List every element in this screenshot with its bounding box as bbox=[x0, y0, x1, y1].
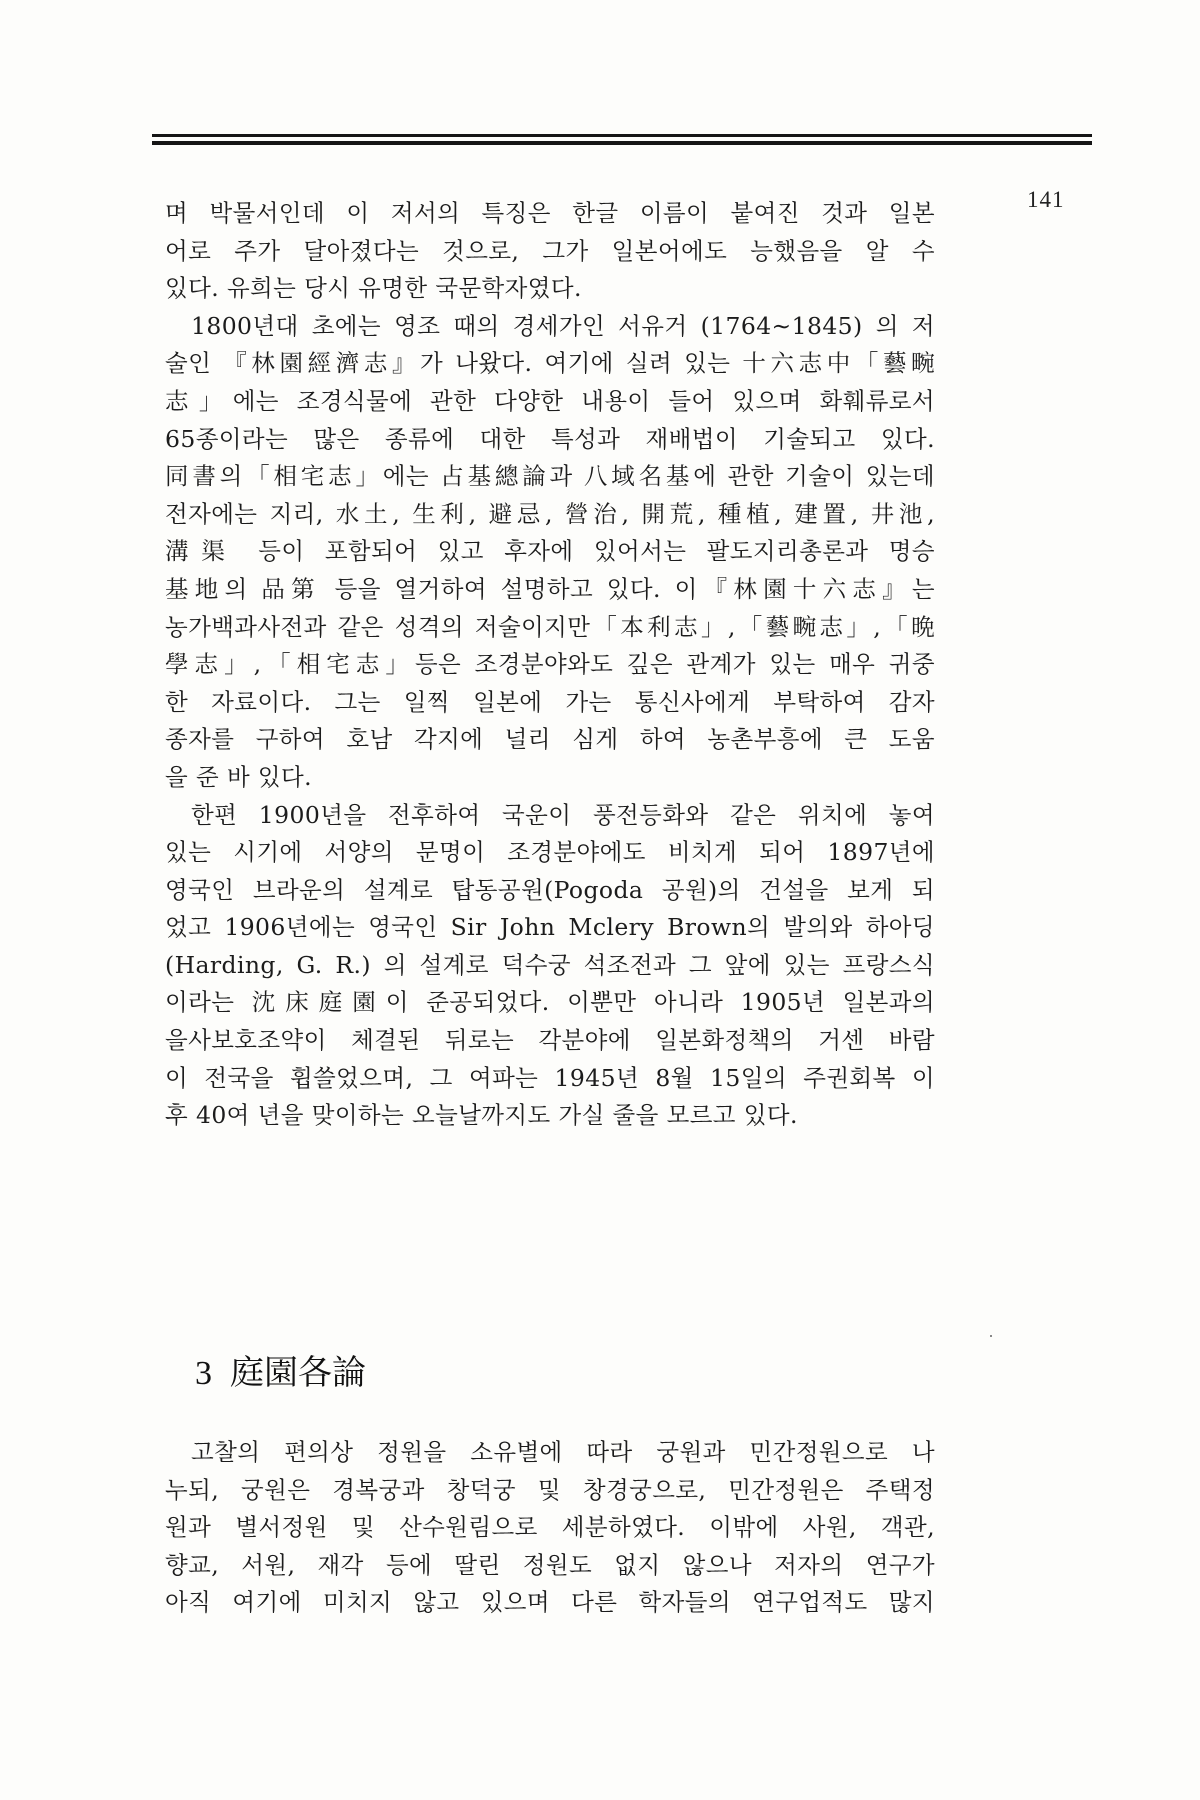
text-line: 學志」,「相宅志」등은 조경분야와도 깊은 관계가 있는 매우 귀중 bbox=[165, 650, 935, 679]
text-line: 이 전국을 휩쓸었으며, 그 여파는 1945년 8월 15일의 주권회복 이 bbox=[165, 1063, 935, 1092]
text-line: 었고 1906년에는 영국인 Sir John Mclery Brown의 발의와 하아딩 bbox=[165, 913, 935, 942]
text-line: 있다. 유희는 당시 유명한 국문학자였다. bbox=[165, 274, 582, 303]
text-line: 이라는 沈床庭園이 준공되었다. 이뿐만 아니라 1905년 일본과의 bbox=[165, 988, 935, 1017]
text-line: 원과 별서정원 및 산수원림으로 세분하였다. 이밖에 사원, 객관, bbox=[165, 1513, 935, 1542]
section-body-text bbox=[165, 1434, 935, 1622]
text-line: 후 40여 년을 맞이하는 오늘날까지도 가실 줄을 모르고 있다. bbox=[165, 1101, 798, 1130]
text-line: 어로 주가 달아졌다는 것으로, 그가 일본어에도 능했음을 알 수 bbox=[165, 236, 935, 265]
text-line: 을 준 바 있다. bbox=[165, 762, 312, 791]
body-text bbox=[165, 195, 935, 1135]
text-line: 을사보호조약이 체결된 뒤로는 각분야에 일본화정책의 거센 바람 bbox=[165, 1026, 935, 1055]
header-rule-thick bbox=[152, 141, 1092, 145]
text-line: 한 자료이다. 그는 일찍 일본에 가는 통신사에게 부탁하여 감자 bbox=[165, 687, 935, 716]
header-rule-thin bbox=[152, 134, 1092, 137]
text-line: 65종이라는 많은 종류에 대한 특성과 재배법이 기술되고 있다. bbox=[165, 424, 935, 453]
text-line: 있는 시기에 서양의 문명이 조경분야에도 비치게 되어 1897년에 bbox=[165, 838, 935, 867]
text-line: 영국인 브라운의 설계로 탑동공원(Pogoda 공원)의 건설을 보게 되 bbox=[165, 875, 935, 904]
text-line: 溝渠 등이 포함되어 있고 후자에 있어서는 팔도지리총론과 명승 bbox=[165, 537, 935, 566]
text-line: 基地의 品第 등을 열거하여 설명하고 있다. 이『林園十六志』는 bbox=[165, 574, 935, 603]
text-line: 종자를 구하여 호남 각지에 널리 심게 하여 농촌부흥에 큰 도움 bbox=[165, 725, 935, 754]
page-number: 141 bbox=[1027, 187, 1065, 212]
text-line: 志」에는 조경식물에 관한 다양한 내용이 들어 있으며 화훼류로서 bbox=[165, 386, 935, 415]
text-line: 고찰의 편의상 정원을 소유별에 따라 궁원과 민간정원으로 나 bbox=[191, 1438, 935, 1466]
text-line: 며 박물서인데 이 저서의 특징은 한글 이름이 붙여진 것과 일본 bbox=[165, 199, 935, 227]
text-line: 아직 여기에 미치지 않고 있으며 다른 학자들의 연구업적도 많지 bbox=[165, 1588, 935, 1617]
text-line: 1800년대 초에는 영조 때의 경세가인 서유거 (1764∼1845) 의 저 bbox=[191, 311, 935, 340]
text-line: 同書의「相宅志」에는 占基總論과 八域名基에 관한 기술이 있는데 bbox=[165, 462, 935, 491]
text-line: 전자에는 지리, 水土, 生利, 避忌, 營治, 開荒, 種植, 建置, 井池, bbox=[165, 499, 935, 528]
text-line: 술인 『林園經濟志』가 나왔다. 여기에 실려 있는 十六志中「藝畹 bbox=[165, 349, 935, 378]
section-heading bbox=[195, 1345, 366, 1394]
text-line: (Harding, G. R.) 의 설계로 덕수궁 석조전과 그 앞에 있는 프랑스식 bbox=[165, 950, 935, 979]
section-number: 3 bbox=[195, 1355, 212, 1392]
text-line: 향교, 서원, 재각 등에 딸린 정원도 없지 않으나 저자의 연구가 bbox=[165, 1550, 935, 1579]
text-line: 농가백과사전과 같은 성격의 저술이지만「本利志」,「藝畹志」,「晩 bbox=[165, 612, 935, 641]
scan-speck bbox=[990, 1335, 992, 1337]
text-line: 한편 1900년을 전후하여 국운이 풍전등화와 같은 위치에 놓여 bbox=[191, 800, 935, 829]
text-line: 누되, 궁원은 경복궁과 창덕궁 및 창경궁으로, 민간정원은 주택정 bbox=[165, 1475, 935, 1504]
section-title: 庭園各論 bbox=[230, 1355, 366, 1392]
